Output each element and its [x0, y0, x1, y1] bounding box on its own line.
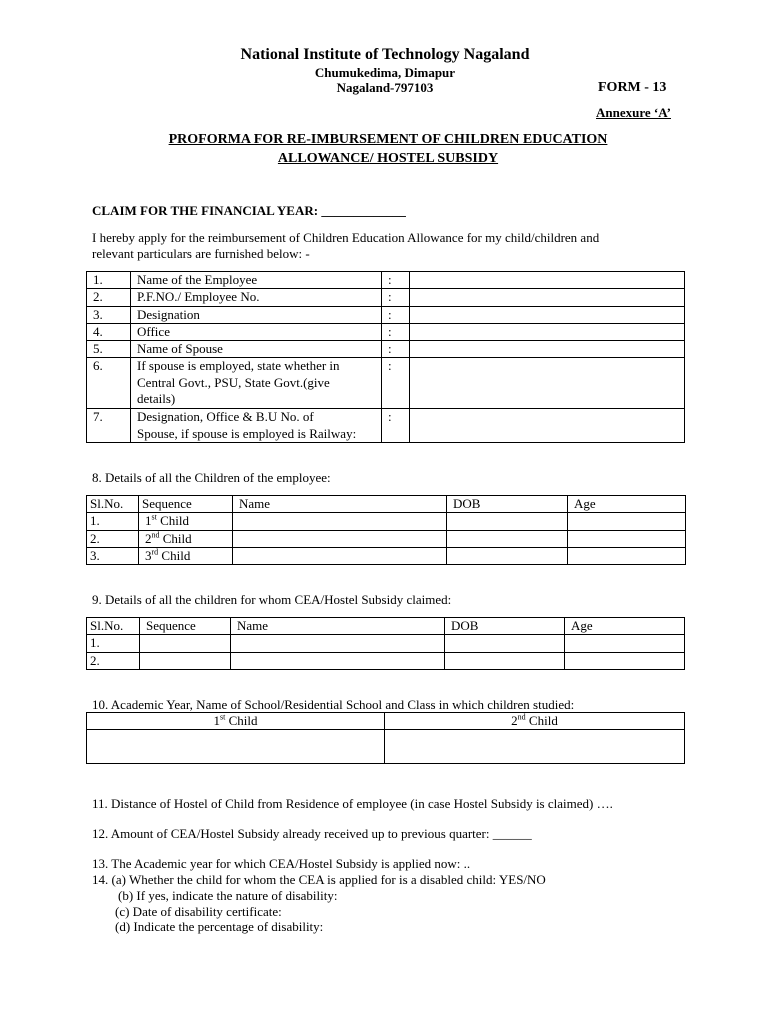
- table-header-row: [87, 496, 686, 513]
- column-header: Name: [231, 618, 445, 635]
- table-row: [87, 358, 685, 409]
- table-row: [87, 272, 685, 289]
- annexure-label: Annexure ‘A’: [596, 105, 671, 120]
- child-dob-field[interactable]: [447, 547, 568, 564]
- academic-year-table: [86, 712, 685, 764]
- sequence-number: 2: [145, 530, 152, 546]
- child-age-field[interactable]: [568, 530, 686, 547]
- sequence-cell: [139, 530, 233, 547]
- table-row: [87, 652, 685, 669]
- column-header: [87, 713, 385, 730]
- claimed-children-table: [86, 617, 685, 670]
- child-dob-field[interactable]: [445, 652, 565, 669]
- child-dob-field[interactable]: [447, 513, 568, 530]
- spouse-railway-field[interactable]: [410, 409, 685, 443]
- child1-school-field[interactable]: [87, 730, 385, 764]
- row-number: 1.: [87, 513, 139, 530]
- column-header: Name: [233, 496, 447, 513]
- row-number: 7.: [87, 409, 131, 443]
- table-header-row: [87, 618, 685, 635]
- ordinal-suffix: st: [151, 512, 157, 522]
- item-12: 12. Amount of CEA/Hostel Subsidy already received up to previous quarter: ______: [92, 826, 532, 841]
- colon-separator: :: [382, 289, 410, 306]
- table-row: [87, 530, 686, 547]
- table-row: [87, 289, 685, 306]
- field-label: [131, 358, 382, 409]
- sequence-text: Child: [156, 513, 189, 529]
- table-row: [87, 635, 685, 652]
- field-label-line: details): [137, 390, 176, 406]
- field-label: Designation: [131, 306, 382, 323]
- spouse-employment-field[interactable]: [410, 358, 685, 409]
- colon-separator: :: [382, 272, 410, 289]
- item-14d: (d) Indicate the percentage of disability:: [115, 919, 324, 934]
- ordinal-suffix: nd: [151, 530, 160, 540]
- column-header: [385, 713, 685, 730]
- form-number: FORM - 13: [598, 80, 667, 95]
- sequence-field[interactable]: [140, 635, 231, 652]
- column-header: Age: [565, 618, 685, 635]
- table-row: [87, 306, 685, 323]
- address-line-1: Chumukedima, Dimapur: [314, 65, 456, 80]
- child-age-field[interactable]: [565, 652, 685, 669]
- sequence-cell: [139, 513, 233, 530]
- field-label-line: Central Govt., PSU, State Govt.(give: [137, 374, 330, 390]
- colon-separator: :: [382, 341, 410, 358]
- row-number: 3.: [87, 547, 139, 564]
- row-number: 6.: [87, 358, 131, 409]
- item-14b: (b) If yes, indicate the nature of disability:: [118, 888, 338, 903]
- particulars-table: [86, 271, 685, 443]
- row-number: 2.: [87, 289, 131, 306]
- field-label: Name of the Employee: [131, 272, 382, 289]
- column-header: Age: [568, 496, 686, 513]
- sequence-cell: [139, 547, 233, 564]
- sequence-number: 1: [145, 513, 152, 529]
- claim-financial-year: CLAIM FOR THE FINANCIAL YEAR: _____________: [92, 203, 406, 218]
- institute-name: National Institute of Technology Nagaland: [240, 46, 530, 63]
- child-name-field[interactable]: [233, 530, 447, 547]
- child2-school-field[interactable]: [385, 730, 685, 764]
- child-name-field[interactable]: [233, 547, 447, 564]
- item-13: 13. The Academic year for which CEA/Hostel Subsidy is applied now: ..: [92, 856, 471, 871]
- spouse-name-field[interactable]: [410, 341, 685, 358]
- field-label-line: Designation, Office & B.U No. of: [137, 409, 314, 425]
- column-header: Sequence: [139, 496, 233, 513]
- ordinal-suffix: st: [220, 712, 226, 722]
- table-row: [87, 730, 685, 764]
- employee-name-field[interactable]: [410, 272, 685, 289]
- child-dob-field[interactable]: [447, 530, 568, 547]
- field-label: [131, 409, 382, 443]
- sequence-field[interactable]: [140, 652, 231, 669]
- child-name-field[interactable]: [231, 652, 445, 669]
- item-11: 11. Distance of Hostel of Child from Residence of employee (in case Hostel Subsidy is claimed) ….: [92, 796, 613, 811]
- intro-line-2: relevant particulars are furnished below: -: [92, 246, 310, 261]
- row-number: 1.: [87, 635, 140, 652]
- colon-separator: :: [382, 306, 410, 323]
- table-row: [87, 341, 685, 358]
- sequence-text: Child: [159, 530, 192, 546]
- ordinal-suffix: nd: [517, 712, 526, 722]
- item-14a: 14. (a) Whether the child for whom the CEA is applied for is a disabled child: YES/NO: [92, 872, 546, 887]
- child-dob-field[interactable]: [445, 635, 565, 652]
- row-number: 1.: [87, 272, 131, 289]
- address-line-2: Nagaland-797103: [336, 80, 434, 95]
- column-header: DOB: [445, 618, 565, 635]
- child-number: 2: [511, 713, 518, 728]
- table-header-row: [87, 713, 685, 730]
- child-text: Child: [225, 713, 258, 728]
- form-title-line-2: ALLOWANCE/ HOSTEL SUBSIDY: [277, 151, 499, 166]
- colon-separator: :: [382, 409, 410, 443]
- column-header: Sequence: [140, 618, 231, 635]
- section-10-heading: 10. Academic Year, Name of School/Residential School and Class in which children studied:: [92, 697, 575, 712]
- children-table: [86, 495, 686, 565]
- sequence-number: 3: [145, 547, 152, 563]
- sequence-text: Child: [158, 547, 191, 563]
- column-header: Sl.No.: [87, 618, 140, 635]
- ordinal-suffix: rd: [151, 547, 159, 557]
- child-number: 1: [213, 713, 220, 728]
- table-row: [87, 513, 686, 530]
- child-name-field[interactable]: [231, 635, 445, 652]
- child-age-field[interactable]: [568, 547, 686, 564]
- employee-number-field[interactable]: [410, 289, 685, 306]
- table-row: [87, 547, 686, 564]
- section-9-heading: 9. Details of all the children for whom CEA/Hostel Subsidy claimed:: [92, 592, 452, 607]
- office-field[interactable]: [410, 323, 685, 340]
- field-label: Office: [131, 323, 382, 340]
- column-header: DOB: [447, 496, 568, 513]
- row-number: 2.: [87, 652, 140, 669]
- child-age-field[interactable]: [565, 635, 685, 652]
- section-8-heading: 8. Details of all the Children of the employee:: [92, 470, 331, 485]
- intro-line-1: I hereby apply for the reimbursement of Children Education Allowance for my child/children and: [92, 230, 600, 245]
- designation-field[interactable]: [410, 306, 685, 323]
- table-row: [87, 409, 685, 443]
- column-header: Sl.No.: [87, 496, 139, 513]
- child-name-field[interactable]: [233, 513, 447, 530]
- field-label-line: If spouse is employed, state whether in: [137, 358, 340, 374]
- colon-separator: :: [382, 323, 410, 340]
- row-number: 3.: [87, 306, 131, 323]
- form-title-line-1: PROFORMA FOR RE-IMBURSEMENT OF CHILDREN EDUCATION: [168, 132, 608, 147]
- colon-separator: :: [382, 358, 410, 409]
- row-number: 2.: [87, 530, 139, 547]
- child-text: Child: [525, 713, 558, 728]
- field-label: P.F.NO./ Employee No.: [131, 289, 382, 306]
- item-14c: (c) Date of disability certificate:: [115, 904, 282, 919]
- child-age-field[interactable]: [568, 513, 686, 530]
- field-label-line: Spouse, if spouse is employed is Railway:: [137, 425, 357, 441]
- row-number: 5.: [87, 341, 131, 358]
- table-row: [87, 323, 685, 340]
- field-label: Name of Spouse: [131, 341, 382, 358]
- row-number: 4.: [87, 323, 131, 340]
